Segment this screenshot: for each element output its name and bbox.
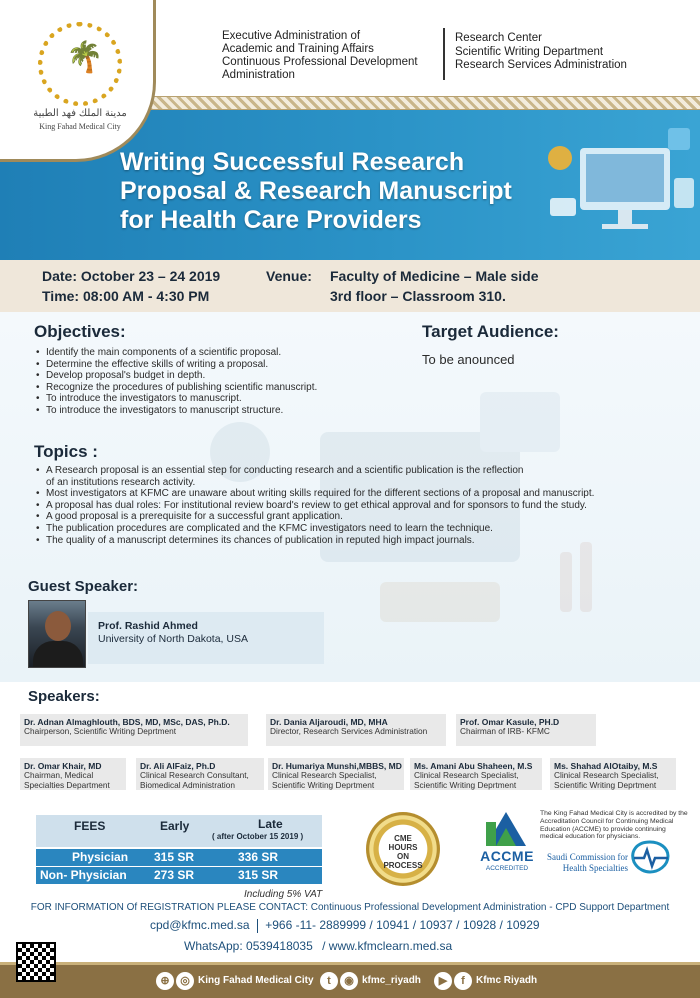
venue-line-2: 3rd floor – Classroom 310. — [330, 288, 506, 304]
fee-label: Non- Physician — [40, 868, 127, 882]
speaker-role: Chairman of IRB- KFMC — [460, 726, 550, 736]
logo-arabic-text: مدينة الملك فهد الطبية — [33, 108, 127, 119]
instagram-icon[interactable]: ◎ — [176, 972, 194, 990]
contact-email[interactable]: cpd@kfmc.med.sa — [150, 918, 250, 932]
speaker-name: Dr. Dania Aljaroudi, MD, MHA — [270, 717, 388, 727]
speaker-role: Clinical Research Consultant, — [140, 770, 249, 780]
speaker-name: Dr. Humariya Munshi,MBBS, MD — [272, 761, 402, 771]
speaker-name: Dr. Adnan Almaghlouth, BDS, MD, MSc, DAS, Ph.D. — [24, 717, 230, 727]
fee-late: 315 SR — [238, 868, 279, 882]
list-item: • A proposal has dual roles: For institutional review board's review to get ethical approval and for sponsors to fund the study. — [36, 500, 696, 512]
footer-twitter[interactable]: kfmc_riyadh — [362, 975, 421, 986]
speaker-role: Biomedical Administration — [140, 779, 235, 790]
event-title-line: for Health Care Providers — [120, 206, 422, 234]
guest-speaker-name: Prof. Rashid Ahmed — [98, 620, 198, 632]
header-left-admin — [222, 30, 442, 82]
list-item: • To introduce the investigators to manuscript. — [36, 393, 396, 405]
objectives-title: Objectives: — [34, 322, 126, 341]
logo-english-text: King Fahad Medical City — [39, 122, 121, 131]
speaker-card — [20, 714, 248, 746]
list-item: • Identify the main components of a scientific proposal. — [36, 347, 396, 359]
speaker-card — [266, 714, 446, 746]
whatsapp-line — [184, 939, 452, 953]
youtube-icon[interactable]: ▶ — [434, 972, 452, 990]
header-left-line: Continuous Professional Development — [222, 56, 418, 68]
speaker-card — [136, 758, 264, 790]
cme-hours-badge — [366, 812, 440, 886]
header-left-line: Academic and Training Affairs — [222, 43, 374, 55]
person-body-icon — [33, 641, 83, 668]
fee-late: 336 SR — [238, 850, 279, 864]
event-time: Time: 08:00 AM - 4:30 PM — [42, 288, 210, 304]
event-title — [120, 148, 580, 235]
contact-website[interactable]: / www.kfmclearn.med.sa — [322, 939, 453, 953]
list-item: • A good proposal is a prerequisite for a successful grant application. — [36, 511, 696, 523]
speakers-section — [0, 682, 700, 812]
header-divider — [443, 28, 445, 80]
cme-badge-line: PROCESS — [383, 861, 423, 870]
speaker-name: Dr. Ali AlFaiz, Ph.D — [140, 761, 216, 771]
contact-phone[interactable]: +966 -11- 2889999 / 10941 / 10937 / 10928 / 10929 — [265, 918, 540, 932]
footer — [0, 962, 700, 998]
fees-header-early: Early — [160, 819, 190, 833]
topics-list — [36, 465, 696, 546]
footer-website[interactable]: King Fahad Medical City — [198, 975, 314, 986]
speaker-name: Ms. Shahad AlOtaiby, M.S — [554, 761, 658, 771]
accme-name: ACCME — [480, 848, 534, 864]
header-left-line: Executive Administration of — [222, 30, 361, 42]
speaker-role: Chairman, Medical — [24, 770, 94, 780]
palm-swords-icon: 🌴 — [66, 41, 104, 74]
speaker-card — [20, 758, 126, 790]
fees-header-label: FEES — [74, 819, 106, 833]
speaker-name: Dr. Omar Khair, MD — [24, 761, 102, 771]
fees-header-late: Late — [258, 817, 283, 831]
qr-code-icon[interactable] — [16, 942, 56, 982]
event-details-bar — [0, 260, 700, 312]
computer-illustration-icon — [540, 118, 700, 258]
venue-line-1: Faculty of Medicine – Male side — [330, 268, 539, 284]
contact-divider — [257, 919, 258, 933]
accreditation-statement: The King Fahad Medical City is accredited by the Accreditation Council for Continuing Medical Education (ACCME) to provide continuing medical education for physicians. — [540, 810, 688, 841]
speaker-card — [268, 758, 404, 790]
speaker-role: Director, Research Services Administration — [270, 726, 428, 736]
list-item: • Most investigators at KFMC are unaware about writing skills required for the different sections of a proposal and manuscript. — [36, 488, 696, 500]
speaker-name: Prof. Omar Kasule, PH.D — [460, 717, 560, 727]
speaker-role: Specialties Department — [24, 779, 110, 790]
speaker-role: Clinical Research Specialist, — [272, 770, 377, 780]
contact-line — [150, 918, 540, 933]
vat-note: Including 5% VAT — [244, 889, 323, 900]
list-item: • Recognize the procedures of publishing scientific manuscript. — [36, 382, 396, 394]
list-item: • Develop proposal's budget in depth. — [36, 370, 396, 382]
cme-badge-line: ON — [397, 852, 409, 861]
speaker-card — [410, 758, 542, 790]
list-item: • The quality of a manuscript determines its chances of publication in reputed high impact journals. — [36, 535, 696, 547]
guest-speaker-title: Guest Speaker: — [28, 578, 139, 595]
speaker-role: Scientific Writing Deprtment — [272, 779, 375, 790]
kfmc-logo — [0, 0, 156, 162]
twitter-icon[interactable]: t — [320, 972, 338, 990]
fees-table — [36, 815, 322, 885]
footer-facebook[interactable]: Kfmc Riyadh — [476, 975, 538, 986]
scfhs-name: Saudi Commission for Health Specialties — [546, 852, 628, 873]
guest-speaker-photo — [28, 600, 86, 668]
list-item: • To introduce the investigators to manuscript structure. — [36, 405, 396, 417]
speaker-role: Scientific Writing Deprtment — [554, 779, 657, 790]
header-left-line: Administration — [222, 69, 295, 81]
speaker-name: Ms. Amani Abu Shaheen, M.S — [414, 761, 533, 771]
fees-header-late-note: ( after October 15 2019 ) — [212, 832, 304, 841]
event-date: Date: October 23 – 24 2019 — [42, 268, 221, 284]
scfhs-logo-icon — [628, 838, 672, 874]
target-audience-text: To be anounced — [422, 352, 515, 367]
cme-badge-text — [366, 834, 440, 870]
header-right-line: Research Services Administration — [455, 59, 627, 71]
accme-accredited: ACCREDITED — [485, 865, 529, 872]
header-right-line: Research Center — [455, 32, 542, 44]
cme-badge-line: HOURS — [388, 843, 418, 852]
topics-title: Topics : — [34, 442, 98, 461]
cme-badge-line: CME — [394, 834, 412, 843]
list-item: • A Research proposal is an essential step for conducting research and a scientific publication is the reflection — [36, 465, 696, 477]
target-audience-title: Target Audience: — [422, 322, 559, 341]
person-head-icon — [45, 611, 71, 641]
speaker-role: Chairperson, Scientific Writing Deprtment — [24, 726, 177, 736]
globe-icon[interactable]: ⊕ — [156, 972, 174, 990]
contact-whatsapp[interactable]: WhatsApp: 0539418035 — [184, 939, 313, 953]
speaker-role: Clinical Research Specialist, — [554, 770, 659, 780]
fee-label: Physician — [72, 850, 129, 864]
registration-contact: FOR INFORMATION Of REGISTRATION PLEASE CONTACT: Continuous Professional Development Administration - CPD Support Department — [30, 902, 670, 913]
speaker-role: Scientific Writing Deprtment — [414, 779, 517, 790]
fee-early: 273 SR — [154, 868, 195, 882]
speaker-card — [550, 758, 676, 790]
list-item: • Determine the effective skills of writing a proposal. — [36, 359, 396, 371]
objectives-list — [36, 347, 396, 417]
snapchat-icon[interactable]: ◉ — [340, 972, 358, 990]
speakers-title: Speakers: — [28, 688, 100, 705]
accme-logo-icon — [478, 808, 534, 848]
venue-label: Venue: — [266, 268, 312, 284]
speaker-card — [456, 714, 596, 746]
event-title-line: Proposal & Research Manuscript — [120, 177, 512, 205]
speaker-role: Clinical Research Specialist, — [414, 770, 519, 780]
header-right-line: Scientific Writing Department — [455, 45, 604, 58]
fee-early: 315 SR — [154, 850, 195, 864]
event-title-line: Writing Successful Research — [120, 148, 465, 176]
header-right-admin — [455, 32, 685, 73]
list-item: of an institutions research activity. — [46, 476, 196, 488]
list-item: • The publication procedures are complicated and the KFMC investigators need to learn the technique. — [36, 523, 696, 535]
guest-speaker-affiliation: University of North Dakota, USA — [98, 633, 248, 645]
facebook-icon[interactable]: f — [454, 972, 472, 990]
